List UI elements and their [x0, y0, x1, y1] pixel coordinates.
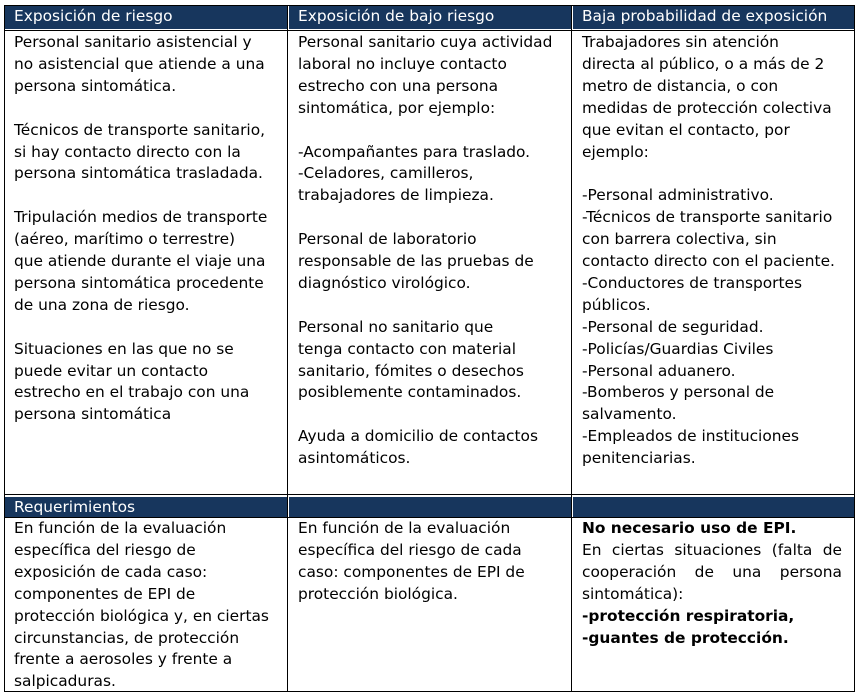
req-col3-paragraph — [582, 540, 842, 606]
col2-block: Ayuda a domicilio de contactos asintomáticos. — [298, 427, 538, 468]
col3-block: -Personal administrativo. -Técnicos de transporte sanitario con barrera colectiva, sin contacto directo con el paciente. -Conductores de transportes públicos. -Personal de seguridad. -Policías/Guardias Civiles -Personal aduanero. -Bomberos y personal de salvamento. -Empleados de instituciones penitenciarias. — [582, 186, 835, 468]
col1-block: Situaciones en las que no se puede evitar un contacto estrecho en el trabajo con una persona sintomática — [14, 339, 250, 424]
col1-body — [5, 32, 287, 492]
col3-block: Trabajadores sin atención directa al público, o a más de 2 metro de distancia, o con medidas de protección colectiva que evitan el contacto, por ejemplo: — [582, 33, 832, 161]
req-col3-bold-item: -protección respiratoria, — [582, 606, 795, 625]
grid-line-top — [4, 5, 855, 6]
col1-block: Personal sanitario asistencial y no asistencial que atiende a una persona sintomática. — [14, 33, 265, 95]
grid-line-left — [4, 5, 5, 692]
col1-block: Técnicos de transporte sanitario, si hay contacto directo con la persona sintomática trasladada. — [14, 120, 265, 183]
header-requerimientos-blank-3 — [573, 497, 854, 517]
grid-line-bottom — [4, 691, 855, 692]
req-col3-line: sintomática): — [582, 584, 684, 603]
col2-block: -Acompañantes para traslado. -Celadores, camilleros, trabajadores de limpieza. — [298, 142, 531, 205]
req-col2-text: En función de la evaluación específica del riesgo de cada caso: componentes de EPI de protección biológica. — [298, 519, 525, 603]
col2-block: Personal de laboratorio responsable de las pruebas de diagnóstico virológico. — [298, 230, 534, 292]
header-requerimientos-blank-2 — [289, 497, 571, 517]
grid-line-right — [854, 5, 855, 692]
col2-block: Personal sanitario cuya actividad laboral no incluye contacto estrecho con una persona sintomática, por ejemplo: — [298, 33, 553, 117]
grid-line-header-bottom — [4, 30, 855, 31]
req-col3-line: cooperación de una persona — [582, 562, 842, 581]
col1-block: Tripulación medios de transporte (aéreo, marítimo o terrestre) que atiende durante el viaje una persona sintomática procedente de una zona de riesgo. — [14, 208, 268, 314]
req-col3-line: En ciertas situaciones (falta de — [582, 540, 842, 559]
grid-line-col2 — [571, 5, 572, 692]
header-requerimientos: Requerimientos — [5, 497, 287, 517]
req-col3-bold-item: -guantes de protección. — [582, 628, 789, 647]
req-col1 — [5, 518, 287, 693]
grid-line-req-header — [4, 517, 855, 518]
header-baja-probabilidad: Baja probabilidad de exposición — [573, 6, 854, 29]
grid-line-body-bottom — [4, 494, 855, 495]
grid-line-col1 — [287, 5, 288, 692]
req-col3 — [573, 518, 854, 693]
req-col3-bold-intro: No necesario uso de EPI. — [582, 519, 797, 537]
req-col2 — [289, 518, 571, 693]
col3-body — [573, 32, 854, 492]
req-col1-text: En función de la evaluación específica del riesgo de exposición de cada caso: componentes de EPI de protección biológica y, en ciertas circunstancias, de protección frente a aerosoles y frente a salpicaduras. — [14, 519, 269, 691]
col2-body — [289, 32, 571, 492]
header-exposicion-riesgo: Exposición de riesgo — [5, 6, 287, 29]
header-bajo-riesgo: Exposición de bajo riesgo — [289, 6, 571, 29]
col2-block: Personal no sanitario que tenga contacto con material sanitario, fómites o desechos posiblemente contaminados. — [298, 317, 524, 402]
